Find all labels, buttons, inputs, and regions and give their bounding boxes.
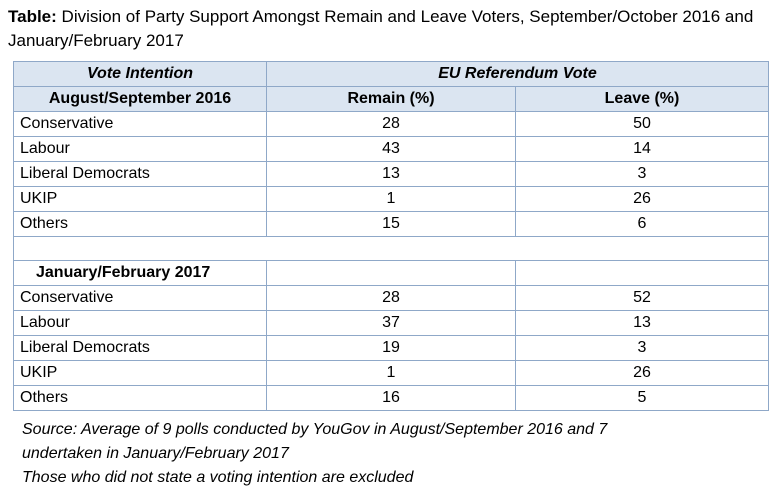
eu-referendum-header: EU Referendum Vote: [267, 62, 769, 87]
leave-cell: 13: [516, 311, 769, 336]
empty-cell: [516, 261, 769, 286]
party-support-table: [13, 61, 769, 411]
table-row: [14, 187, 769, 212]
table-row: [14, 162, 769, 187]
rows-2017: [14, 286, 769, 411]
source-line-1: Source: Average of 9 polls conducted by YouGov in August/September 2016 and 7: [22, 421, 608, 438]
rows-2016: [14, 112, 769, 237]
table-row: [14, 386, 769, 411]
header-row-top: [14, 62, 769, 87]
remain-header: Remain (%): [267, 87, 516, 112]
table-row: [14, 311, 769, 336]
party-cell: UKIP: [14, 361, 267, 386]
remain-cell: 43: [267, 137, 516, 162]
remain-cell: 1: [267, 187, 516, 212]
title-prefix: Table:: [8, 7, 57, 26]
leave-header: Leave (%): [516, 87, 769, 112]
leave-cell: 52: [516, 286, 769, 311]
source-line-2: undertaken in January/February 2017: [22, 445, 289, 462]
party-cell: Others: [14, 386, 267, 411]
table-title: [8, 5, 768, 53]
source-note: [22, 418, 762, 490]
leave-cell: 26: [516, 187, 769, 212]
leave-cell: 14: [516, 137, 769, 162]
party-cell: Labour: [14, 311, 267, 336]
party-cell: Others: [14, 212, 267, 237]
party-cell: Conservative: [14, 286, 267, 311]
leave-cell: 3: [516, 336, 769, 361]
party-cell: Liberal Democrats: [14, 336, 267, 361]
table-row: [14, 137, 769, 162]
table-row: [14, 212, 769, 237]
leave-cell: 50: [516, 112, 769, 137]
spacer-cell: [14, 237, 769, 261]
table-row: [14, 361, 769, 386]
leave-cell: 26: [516, 361, 769, 386]
remain-cell: 28: [267, 286, 516, 311]
remain-cell: 1: [267, 361, 516, 386]
table-row: [14, 286, 769, 311]
table-row: [14, 112, 769, 137]
header-row-sub: [14, 87, 769, 112]
leave-cell: 5: [516, 386, 769, 411]
title-text: Division of Party Support Amongst Remain and Leave Voters, September/October 2016 and January/February 2017: [8, 7, 754, 50]
remain-cell: 37: [267, 311, 516, 336]
party-cell: Liberal Democrats: [14, 162, 267, 187]
period-2016-header: August/September 2016: [14, 87, 267, 112]
leave-cell: 3: [516, 162, 769, 187]
remain-cell: 15: [267, 212, 516, 237]
leave-cell: 6: [516, 212, 769, 237]
period-2017-header: January/February 2017: [14, 261, 267, 286]
table-row: [14, 336, 769, 361]
remain-cell: 16: [267, 386, 516, 411]
party-cell: Labour: [14, 137, 267, 162]
remain-cell: 13: [267, 162, 516, 187]
remain-cell: 28: [267, 112, 516, 137]
empty-cell: [267, 261, 516, 286]
vote-intention-header: Vote Intention: [14, 62, 267, 87]
remain-cell: 19: [267, 336, 516, 361]
party-cell: Conservative: [14, 112, 267, 137]
section-row-2017: [14, 261, 769, 286]
spacer-row: [14, 237, 769, 261]
party-cell: UKIP: [14, 187, 267, 212]
exclusion-note: Those who did not state a voting intention are excluded: [22, 469, 414, 486]
